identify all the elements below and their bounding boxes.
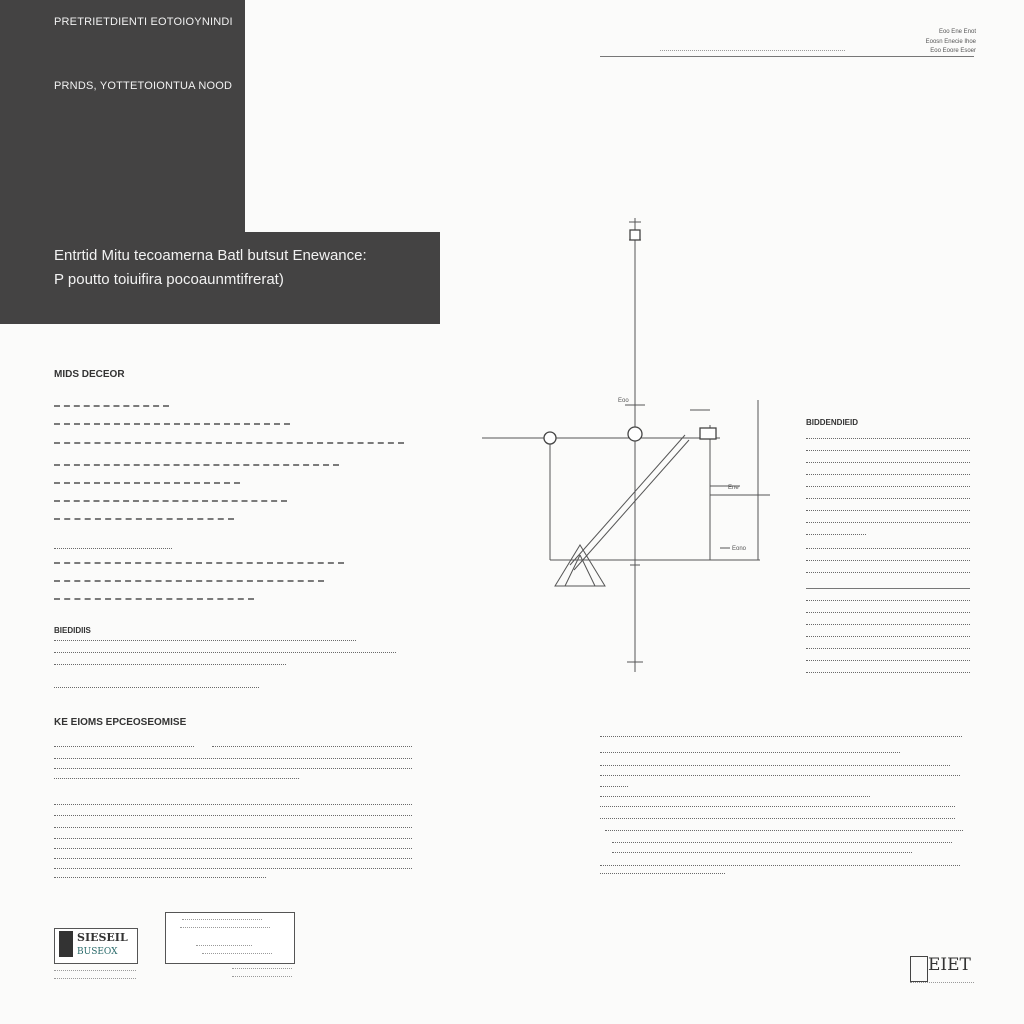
text-line xyxy=(54,815,412,816)
text-line xyxy=(806,612,970,613)
text-line xyxy=(806,438,970,439)
text-line xyxy=(182,919,262,920)
mechanical-diagram xyxy=(470,210,780,680)
text-line xyxy=(806,672,970,673)
text-line xyxy=(54,758,412,759)
logo-caption xyxy=(54,970,136,971)
text-line xyxy=(806,548,970,549)
text-line xyxy=(806,462,970,463)
header-label: PRETRIETDIENTI EOTOIOYNINDI xyxy=(54,16,233,28)
text-line xyxy=(54,500,287,502)
logo-subtext: BUSEOX xyxy=(77,947,118,957)
divider xyxy=(806,588,970,589)
text-line xyxy=(54,482,240,484)
text-line xyxy=(54,548,172,549)
text-line xyxy=(806,450,970,451)
text-line xyxy=(806,474,970,475)
text-line xyxy=(54,877,266,878)
diagram-label: Ene xyxy=(728,485,739,491)
text-line xyxy=(180,927,270,928)
header-rule xyxy=(600,56,974,57)
text-line xyxy=(806,522,970,523)
logo-text: EIET xyxy=(928,955,971,975)
meta-text xyxy=(660,50,845,51)
text-line xyxy=(600,765,950,766)
text-line xyxy=(54,858,412,859)
meta-line: Eoo Ene Enot xyxy=(938,29,976,35)
logo-caption xyxy=(910,982,974,983)
text-line xyxy=(600,736,962,737)
text-line xyxy=(54,598,254,600)
text-line xyxy=(54,423,290,425)
text-line xyxy=(600,796,870,797)
text-line xyxy=(806,486,970,487)
text-line xyxy=(232,968,292,969)
text-line xyxy=(612,842,952,843)
text-line xyxy=(600,786,628,787)
document-subtitle: P poutto toiuifira pocoaunmtifrerat) xyxy=(54,271,284,288)
text-line xyxy=(600,865,960,866)
text-line xyxy=(806,498,970,499)
text-line xyxy=(202,953,272,954)
text-line xyxy=(196,945,252,946)
text-line xyxy=(54,746,194,747)
text-line xyxy=(600,818,955,819)
text-line xyxy=(212,746,412,747)
text-line xyxy=(600,775,960,776)
document-title: Entrtid Mitu tecoamerna Batl butsut Enewance: xyxy=(54,247,367,264)
text-line xyxy=(600,873,725,874)
logo-mark xyxy=(59,931,73,957)
text-line xyxy=(54,405,169,407)
text-line xyxy=(54,778,299,779)
text-line xyxy=(806,636,970,637)
text-line xyxy=(54,640,356,641)
text-line xyxy=(612,852,912,853)
text-line xyxy=(54,664,286,665)
text-line xyxy=(600,806,955,807)
section-heading: MIDS DECEOR xyxy=(54,369,125,380)
text-line xyxy=(232,976,292,977)
text-line xyxy=(806,572,970,573)
text-line xyxy=(600,752,900,753)
text-line xyxy=(54,804,412,805)
text-line xyxy=(806,624,970,625)
footer-logo xyxy=(910,952,974,986)
text-line xyxy=(806,648,970,649)
text-line xyxy=(806,600,970,601)
text-line xyxy=(54,652,396,653)
text-line xyxy=(54,518,234,520)
meta-line: Eoo Eoore Esoer xyxy=(930,48,976,54)
logo-mark xyxy=(910,956,928,982)
text-line xyxy=(605,830,963,831)
text-line xyxy=(54,768,412,769)
text-line xyxy=(54,562,344,564)
diagram-label: Eono xyxy=(732,546,747,552)
header-block xyxy=(0,0,245,232)
text-line xyxy=(54,442,404,444)
text-line xyxy=(806,660,970,661)
text-line xyxy=(806,534,866,535)
text-line xyxy=(806,510,970,511)
section-heading: KE EIOMS EPCEOSEOMISE xyxy=(54,717,187,728)
meta-line: Eoosn Enecie Ihoe xyxy=(925,39,976,45)
info-box xyxy=(165,912,295,964)
logo-caption xyxy=(54,978,136,979)
text-line xyxy=(54,848,412,849)
text-line xyxy=(54,464,339,466)
text-line xyxy=(54,580,324,582)
text-line xyxy=(806,560,970,561)
section-heading: BIEDIDIIS xyxy=(54,626,91,635)
text-line xyxy=(54,687,259,688)
diagram-label: Eoo xyxy=(618,398,629,404)
section-heading: BIDDENDIEID xyxy=(806,418,859,427)
header-sublabel: PRNDS, YOTTETOIONTUA NOOD xyxy=(54,80,233,92)
publisher-logo xyxy=(54,928,138,964)
text-line xyxy=(54,868,412,869)
text-line xyxy=(54,838,412,839)
logo-text: SIESEIL xyxy=(77,931,128,944)
text-line xyxy=(54,827,412,828)
